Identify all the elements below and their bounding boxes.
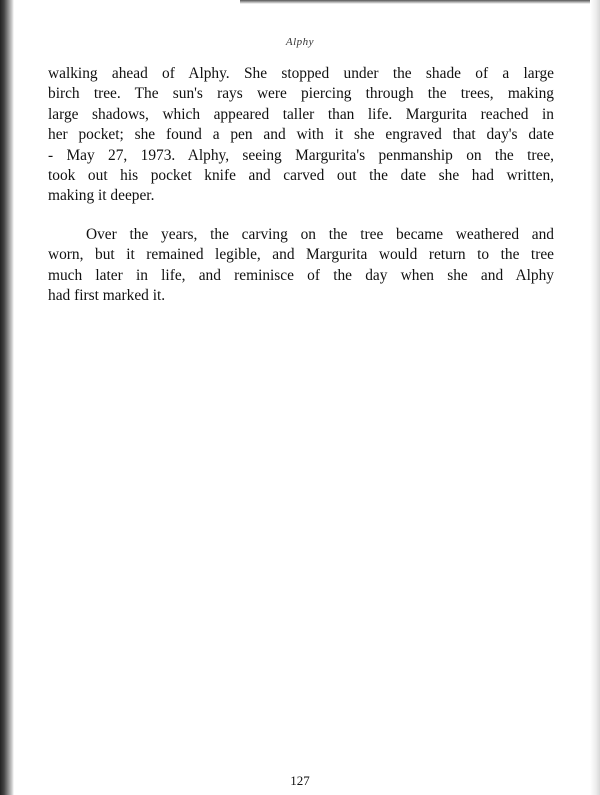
running-header: Alphy (285, 36, 315, 48)
page-number: 127 (290, 773, 310, 788)
text-line: took out his pocket knife and carved out the date she had written, (48, 167, 554, 185)
text-line: worn, but it remained legible, and Margurita would return to the tree (48, 246, 554, 264)
text-line: Over the years, the carving on the tree became weathered and (86, 226, 554, 243)
text-line: making it deeper. (48, 187, 155, 205)
text-line: - May 27, 1973. Alphy, seeing Margurita's penmanship on the tree, (48, 146, 554, 164)
text-line: much later in life, and reminisce of the day when she and Alphy (48, 266, 554, 284)
text-line: birch tree. The sun's rays were piercing through the trees, making (48, 85, 554, 103)
text-line: had first marked it. (48, 287, 166, 305)
paragraph-1 (48, 64, 554, 207)
page-right-edge (590, 0, 600, 795)
text-line: large shadows, which appeared taller than life. Margurita reached in (48, 105, 554, 123)
text-line: her pocket; she found a pen and with it she engraved that day's date (48, 126, 554, 144)
paragraph-2 (48, 225, 554, 307)
page-binding-shadow (0, 0, 14, 795)
text-line: walking ahead of Alphy. She stopped under the shade of a large (48, 65, 554, 82)
page-top-edge (240, 0, 600, 4)
